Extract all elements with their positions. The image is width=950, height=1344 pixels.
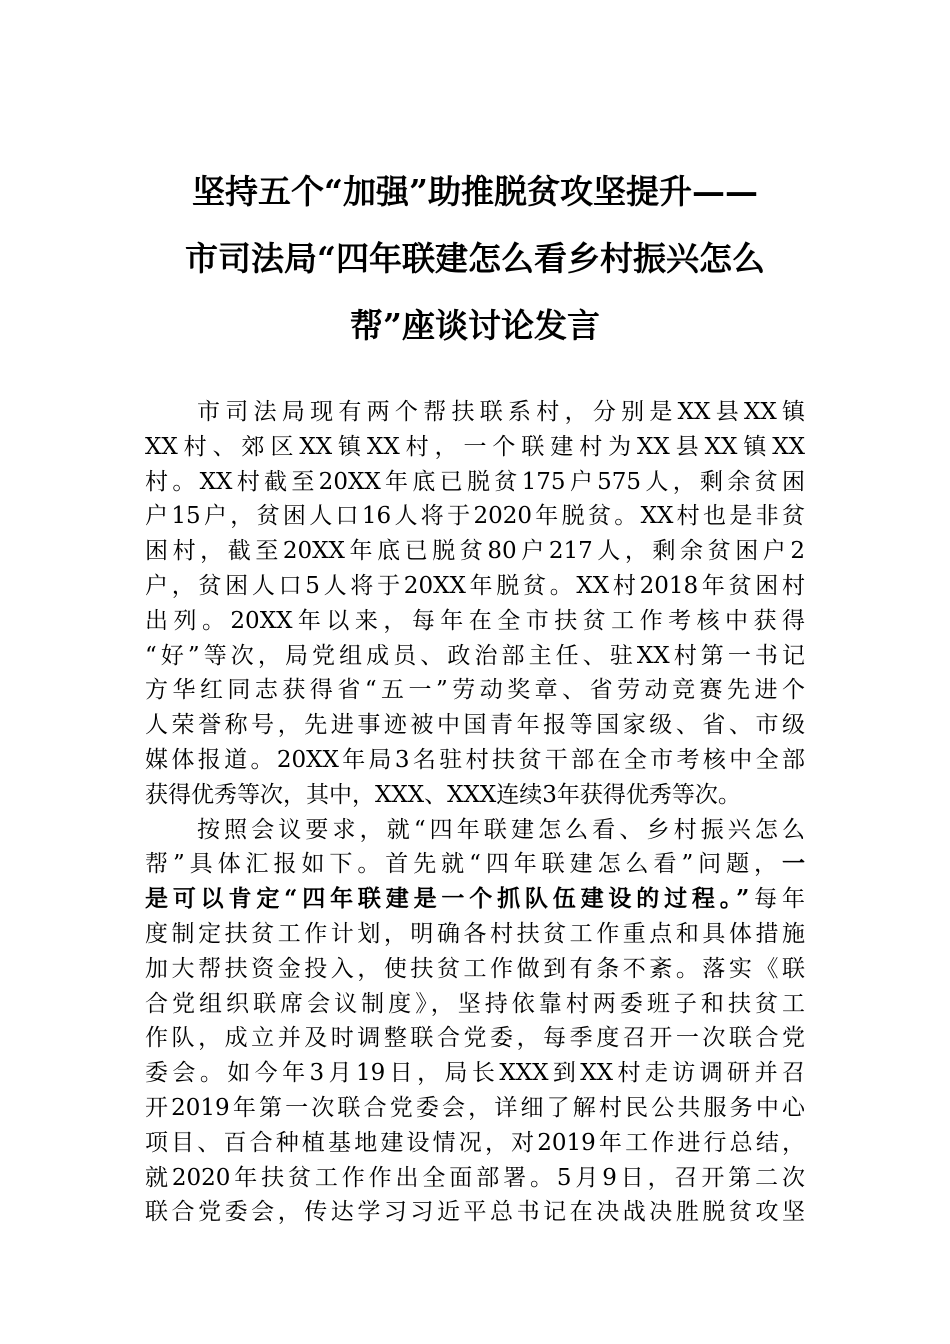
text-segment: 项目、百合种植基地建设情况，对2019年工作进行总结，: [145, 1129, 805, 1156]
text-segment: XX村、郊区XX镇XX村，一个联建村为XX县XX镇XX: [145, 433, 805, 460]
text-segment: 帮”具体汇报如下。首先就“四年联建怎么看”问题，: [145, 851, 782, 878]
text-segment: 按照会议要求，就“四年联建怎么看、乡村振兴怎么: [197, 816, 805, 843]
text-line: [145, 708, 805, 743]
text-line: [145, 430, 805, 465]
text-line: [145, 778, 805, 813]
paragraph: [145, 395, 805, 813]
text-segment: 加大帮扶资金投入，使扶贫工作做到有条不紊。落实《联: [145, 955, 805, 982]
text-segment: 户，贫困人口5人将于20XX年脱贫。XX村2018年贫困村: [145, 572, 805, 599]
text-segment: 户15户，贫困人口16人将于2020年脱贫。XX村也是非贫: [145, 503, 805, 530]
text-line: [145, 882, 805, 917]
text-segment: 作队，成立并及时调整联合党委，每季度召开一次联合党: [145, 1025, 805, 1052]
text-segment: 每年: [749, 886, 805, 913]
text-line: [145, 639, 805, 674]
text-segment: 出列。20XX年以来，每年在全市扶贫工作考核中获得: [145, 607, 805, 634]
text-line: [145, 465, 805, 500]
text-line: [145, 1195, 805, 1230]
bold-text: 是可以肯定“四年联建是一个抓队伍建设的过程。”: [145, 885, 750, 913]
document-body: [145, 395, 805, 1230]
text-segment: 开2019年第一次联合党委会，详细了解村民公共服务中心: [145, 1094, 805, 1121]
text-segment: 媒体报道。20XX年局3名驻村扶贫干部在全市考核中全部: [145, 746, 805, 773]
text-line: [145, 499, 805, 534]
text-segment: 市司法局现有两个帮扶联系村，分别是XX县XX镇: [197, 399, 805, 425]
document-title: [140, 158, 810, 359]
text-line: [145, 1091, 805, 1126]
text-line: [145, 847, 805, 882]
text-segment: 联合党委会，传达学习习近平总书记在决战决胜脱贫攻坚: [145, 1199, 805, 1226]
text-line: [145, 534, 805, 569]
text-line: [145, 604, 805, 639]
paragraph: [145, 813, 805, 1231]
title-line-1: 坚持五个“加强”助推脱贫攻坚提升——: [192, 172, 758, 211]
text-segment: 方华红同志获得省“五一”劳动奖章、省劳动竞赛先进个: [145, 677, 805, 704]
text-segment: 度制定扶贫工作计划，明确各村扶贫工作重点和具体措施: [145, 920, 805, 947]
text-line: [145, 743, 805, 778]
text-line: [145, 569, 805, 604]
text-segment: 村。XX村截至20XX年底已脱贫175户575人，剩余贫困: [145, 468, 805, 495]
bold-text: 一: [782, 850, 805, 878]
text-segment: 人荣誉称号，先进事迹被中国青年报等国家级、省、市级: [145, 712, 805, 739]
text-line: [145, 987, 805, 1022]
text-line: [145, 1126, 805, 1161]
text-line: [145, 1056, 805, 1091]
text-line: [145, 1021, 805, 1056]
text-segment: “好”等次，局党组成员、政治部主任、驻XX村第一书记: [145, 642, 805, 669]
text-line: [145, 395, 805, 430]
text-line: [145, 673, 805, 708]
text-segment: 委会。如今年3月19日，局长XXX到XX村走访调研并召: [145, 1060, 805, 1087]
text-segment: 就2020年扶贫工作作出全面部署。5月9日，召开第二次: [145, 1164, 805, 1191]
text-line: [145, 813, 805, 848]
text-line: [145, 952, 805, 987]
title-line-2: 市司法局“四年联建怎么看乡村振兴怎么: [185, 239, 765, 278]
text-segment: 合党组织联席会议制度》，坚持依靠村两委班子和扶贫工: [145, 990, 805, 1017]
text-segment: 获得优秀等次，其中，XXX、XXX连续3年获得优秀等次。: [145, 781, 741, 808]
text-line: [145, 917, 805, 952]
text-line: [145, 1161, 805, 1196]
title-line-3: 帮”座谈讨论发言: [350, 306, 600, 345]
text-segment: 困村，截至20XX年底已脱贫80户217人，剩余贫困户2: [145, 538, 805, 565]
